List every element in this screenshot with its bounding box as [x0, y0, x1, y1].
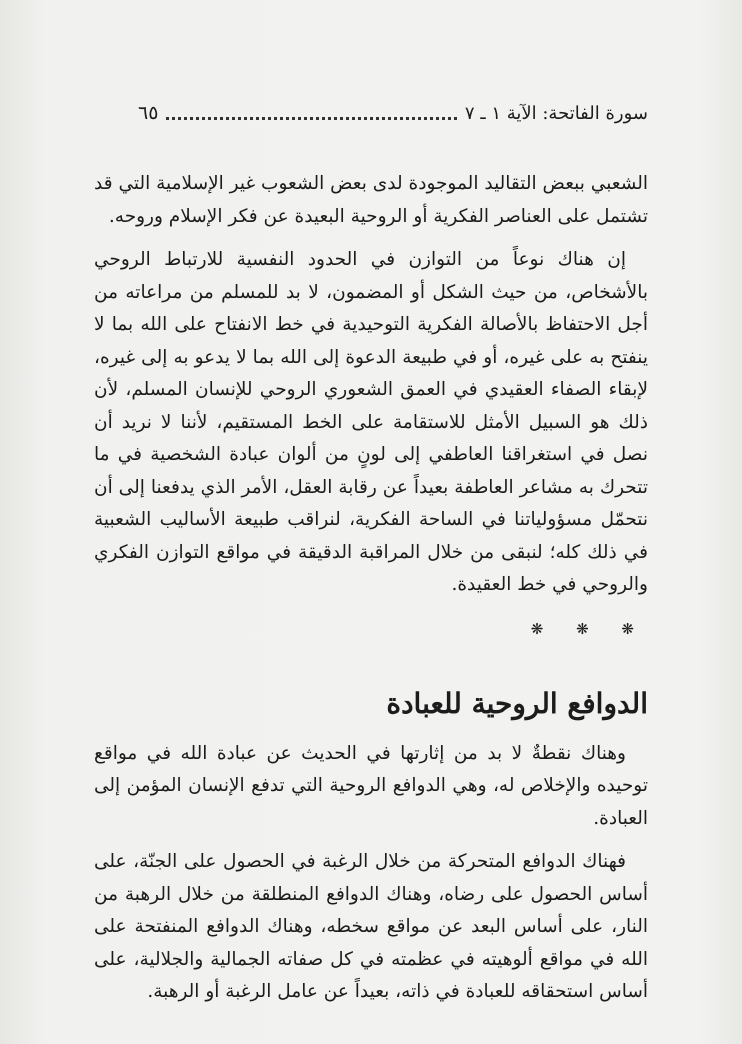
- section-heading: الدوافع الروحية للعبادة: [386, 686, 648, 720]
- paragraph: إن هناك نوعاً من التوازن في الحدود النفسية للارتباط الروحي بالأشخاص، من حيث الشكل أو المضمون، لا بد للمسلم من مراعاته من أجل الاحتفاظ بالأصالة الفكرية التوحيدية في خط الانفتاح على الله بما لا ينفتح به على غيره، أو في طبيعة الدعوة إلى الله بما لا يدعو به إلى غيره، لإبقاء الصفاء العقيدي في العمق الشعوري الروحي للإنسان المسلم، لأن ذلك هو السبيل الأمثل للاستقامة على الخط المستقيم، لأننا لا نريد أن نصل في استغراقنا العاطفي إلى لونٍ من ألوان عبادة الشخصية في ما تتحرك به مشاعر العاطفة بعيداً عن رقابة العقل، الأمر الذي يدفعنا إلى أن نتحمّل مسؤولياتنا في الساحة الفكرية، لنراقب طبيعة الأساليب الشعبية في ذلك كله؛ لنبقى من خلال المراقبة الدقيقة في مواقع التوازن الفكري والروحي في خط العقيدة.: [94, 249, 648, 595]
- page-body: [94, 168, 648, 1009]
- running-header: [138, 98, 648, 128]
- leader-dots: [166, 115, 457, 120]
- paragraph: وهناك نقطةٌ لا بد من إثارتها في الحديث عن عبادة الله في مواقع توحيده والإخلاص له، وهي الدوافع الروحية التي تدفع الإنسان المؤمن إلى العبادة.: [94, 742, 648, 829]
- paragraph: فهناك الدوافع المتحركة من خلال الرغبة في الحصول على الجنّة، على أساس الحصول على رضاه، وهناك الدوافع المنطلقة من خلال الرهبة من النار، على أساس البعد عن مواقع سخطه، وهناك الدوافع المنفتحة على الله في مواقع ألوهيته في عظمته في كل صفاته الجمالية والجلالية، على أساس استحقاقه للعبادة في ذاته، بعيداً عن عامل الرغبة أو الرهبة.: [94, 851, 648, 1002]
- page-number: ٦٥: [138, 102, 159, 124]
- chapter-title: سورة الفاتحة: الآية ١ ـ ٧: [464, 102, 648, 124]
- paragraph: الشعبي ببعض التقاليد الموجودة لدى بعض الشعوب غير الإسلامية التي قد تشتمل على العناصر الفكرية أو الروحية البعيدة عن فكر الإسلام وروحه.: [94, 173, 648, 227]
- section-separator: ❋ ❋ ❋: [530, 619, 648, 638]
